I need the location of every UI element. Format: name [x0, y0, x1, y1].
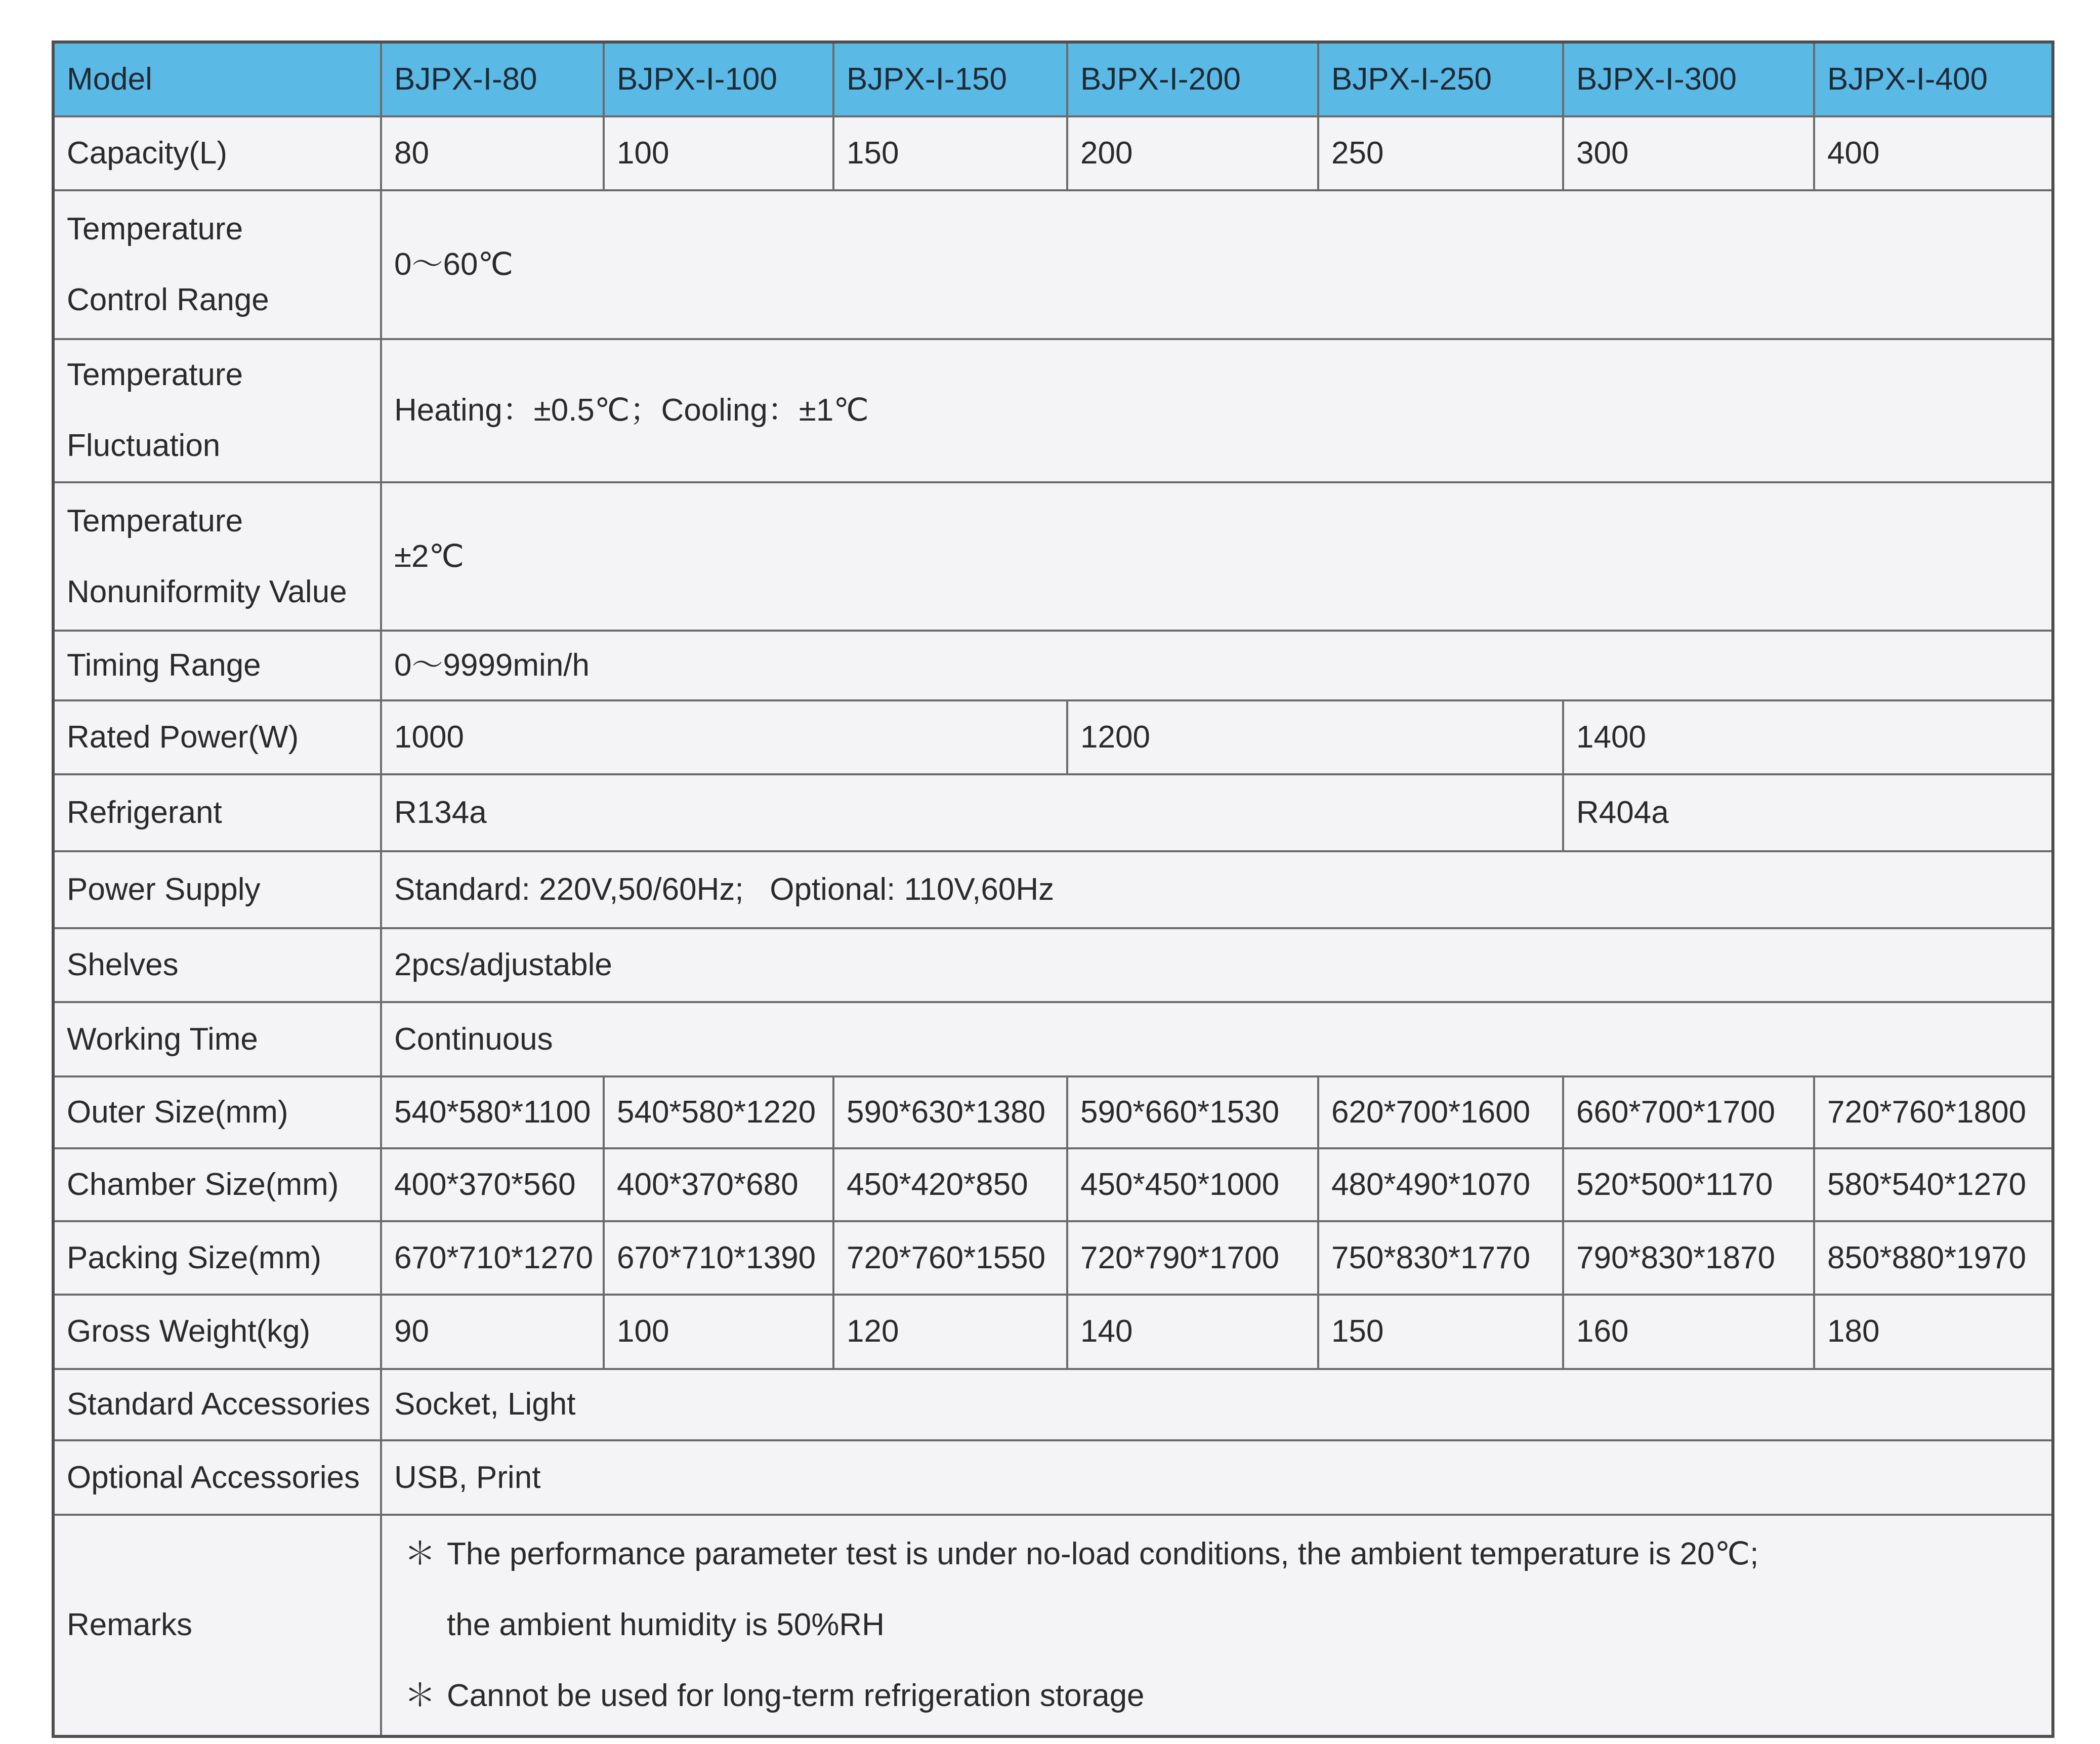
row-label-line: Control Range	[67, 282, 269, 317]
model-cell: BJPX-I-80	[381, 42, 604, 116]
temp-nonuni-value: ±2℃	[381, 482, 2053, 631]
temp-fluct-row	[53, 339, 2053, 482]
chamber-size-cell: 480*490*1070	[1318, 1148, 1563, 1222]
capacity-row	[53, 116, 2053, 191]
row-label-line: Temperature	[67, 211, 243, 246]
row-label-line: Fluctuation	[67, 428, 221, 464]
row-label: Packing Size(mm)	[53, 1221, 381, 1295]
row-label: Rated Power(W)	[53, 700, 381, 775]
row-label: Remarks	[53, 1515, 381, 1736]
row-label-line: Temperature	[67, 503, 243, 538]
row-label	[53, 339, 381, 482]
chamber-size-cell: 520*500*1170	[1563, 1148, 1814, 1222]
model-cell: BJPX-I-150	[833, 42, 1067, 116]
header-label: Model	[53, 42, 381, 116]
capacity-cell: 200	[1067, 116, 1318, 191]
row-label: Chamber Size(mm)	[53, 1148, 381, 1222]
packing-size-cell: 670*710*1390	[604, 1221, 833, 1295]
temp-nonuni-row	[53, 482, 2053, 631]
row-label: Refrigerant	[53, 774, 381, 851]
shelves-row	[53, 928, 2053, 1003]
remarks-value	[381, 1515, 2053, 1736]
packing-size-cell: 720*790*1700	[1067, 1221, 1318, 1295]
packing-size-cell: 720*760*1550	[833, 1221, 1067, 1295]
gross-weight-cell: 120	[833, 1295, 1067, 1369]
capacity-cell: 100	[604, 116, 833, 191]
shelves-value: 2pcs/adjustable	[381, 928, 2053, 1003]
header-row	[53, 42, 2053, 116]
spec-table	[52, 40, 2054, 1738]
outer-size-cell: 620*700*1600	[1318, 1076, 1563, 1148]
gross-weight-cell: 100	[604, 1295, 833, 1369]
row-label: Timing Range	[53, 631, 381, 700]
row-label	[53, 482, 381, 631]
chamber-size-cell: 400*370*680	[604, 1148, 833, 1222]
gross-weight-cell: 160	[1563, 1295, 1814, 1369]
refrigerant-cell: R134a	[381, 774, 1563, 851]
model-cell: BJPX-I-200	[1067, 42, 1318, 116]
asterisk-bullet-icon: ＊	[404, 1678, 436, 1714]
row-label: Shelves	[53, 928, 381, 1003]
row-label: Working Time	[53, 1002, 381, 1076]
outer-size-cell: 540*580*1100	[381, 1076, 604, 1148]
packing-size-cell: 850*880*1970	[1814, 1221, 2053, 1295]
chamber-size-row	[53, 1148, 2053, 1222]
remarks-line	[394, 1539, 2051, 1570]
capacity-cell: 150	[833, 116, 1067, 191]
temp-range-value: 0～60℃	[381, 190, 2053, 339]
capacity-cell: 80	[381, 116, 604, 191]
packing-size-row	[53, 1221, 2053, 1295]
std-accessories-value: Socket, Light	[381, 1369, 2053, 1441]
power-supply-row	[53, 851, 2053, 928]
power-supply-value: Standard: 220V,50/60Hz; Optional: 110V,60Hz	[381, 851, 2053, 928]
gross-weight-cell: 150	[1318, 1295, 1563, 1369]
working-time-value: Continuous	[381, 1002, 2053, 1076]
row-label: Power Supply	[53, 851, 381, 928]
timing-value: 0～9999min/h	[381, 631, 2053, 700]
chamber-size-cell: 450*450*1000	[1067, 1148, 1318, 1222]
row-label	[53, 190, 381, 339]
row-label: Outer Size(mm)	[53, 1076, 381, 1148]
chamber-size-cell: 580*540*1270	[1814, 1148, 2053, 1222]
timing-row	[53, 631, 2053, 700]
gross-weight-cell: 90	[381, 1295, 604, 1369]
packing-size-cell: 670*710*1270	[381, 1221, 604, 1295]
power-cell: 1000	[381, 700, 1067, 775]
outer-size-cell: 540*580*1220	[604, 1076, 833, 1148]
row-label: Capacity(L)	[53, 116, 381, 191]
working-time-row	[53, 1002, 2053, 1076]
refrigerant-row	[53, 774, 2053, 851]
refrigerant-cell: R404a	[1563, 774, 2053, 851]
capacity-cell: 300	[1563, 116, 1814, 191]
gross-weight-cell: 140	[1067, 1295, 1318, 1369]
gross-weight-cell: 180	[1814, 1295, 2053, 1369]
temp-range-row	[53, 190, 2053, 339]
remarks-text: The performance parameter test is under no-load conditions, the ambient temperature is 20℃;	[447, 1537, 1759, 1572]
chamber-size-cell: 450*420*850	[833, 1148, 1067, 1222]
remarks-row	[53, 1515, 2053, 1736]
capacity-cell: 400	[1814, 116, 2053, 191]
remarks-line	[394, 1680, 2051, 1712]
opt-accessories-value: USB, Print	[381, 1440, 2053, 1515]
opt-accessories-row	[53, 1440, 2053, 1515]
row-label: Optional Accessories	[53, 1440, 381, 1515]
gross-weight-row	[53, 1295, 2053, 1369]
outer-size-row	[53, 1076, 2053, 1148]
model-cell: BJPX-I-400	[1814, 42, 2053, 116]
row-label-line: Temperature	[67, 357, 243, 393]
model-cell: BJPX-I-250	[1318, 42, 1563, 116]
outer-size-cell: 590*630*1380	[833, 1076, 1067, 1148]
model-cell: BJPX-I-300	[1563, 42, 1814, 116]
temp-fluct-value: Heating：±0.5℃；Cooling：±1℃	[381, 339, 2053, 482]
power-row	[53, 700, 2053, 775]
packing-size-cell: 790*830*1870	[1563, 1221, 1814, 1295]
model-cell: BJPX-I-100	[604, 42, 833, 116]
packing-size-cell: 750*830*1770	[1318, 1221, 1563, 1295]
std-accessories-row	[53, 1369, 2053, 1441]
power-cell: 1400	[1563, 700, 2053, 775]
asterisk-bullet-icon: ＊	[404, 1537, 436, 1572]
row-label: Gross Weight(kg)	[53, 1295, 381, 1369]
outer-size-cell: 660*700*1700	[1563, 1076, 1814, 1148]
outer-size-cell: 590*660*1530	[1067, 1076, 1318, 1148]
power-cell: 1200	[1067, 700, 1563, 775]
remarks-line: the ambient humidity is 50%RH	[447, 1607, 885, 1643]
remarks-text: Cannot be used for long-term refrigeration storage	[447, 1678, 1145, 1714]
chamber-size-cell: 400*370*560	[381, 1148, 604, 1222]
row-label-line: Nonuniformity Value	[67, 574, 347, 609]
row-label: Standard Accessories	[53, 1369, 381, 1441]
capacity-cell: 250	[1318, 116, 1563, 191]
outer-size-cell: 720*760*1800	[1814, 1076, 2053, 1148]
